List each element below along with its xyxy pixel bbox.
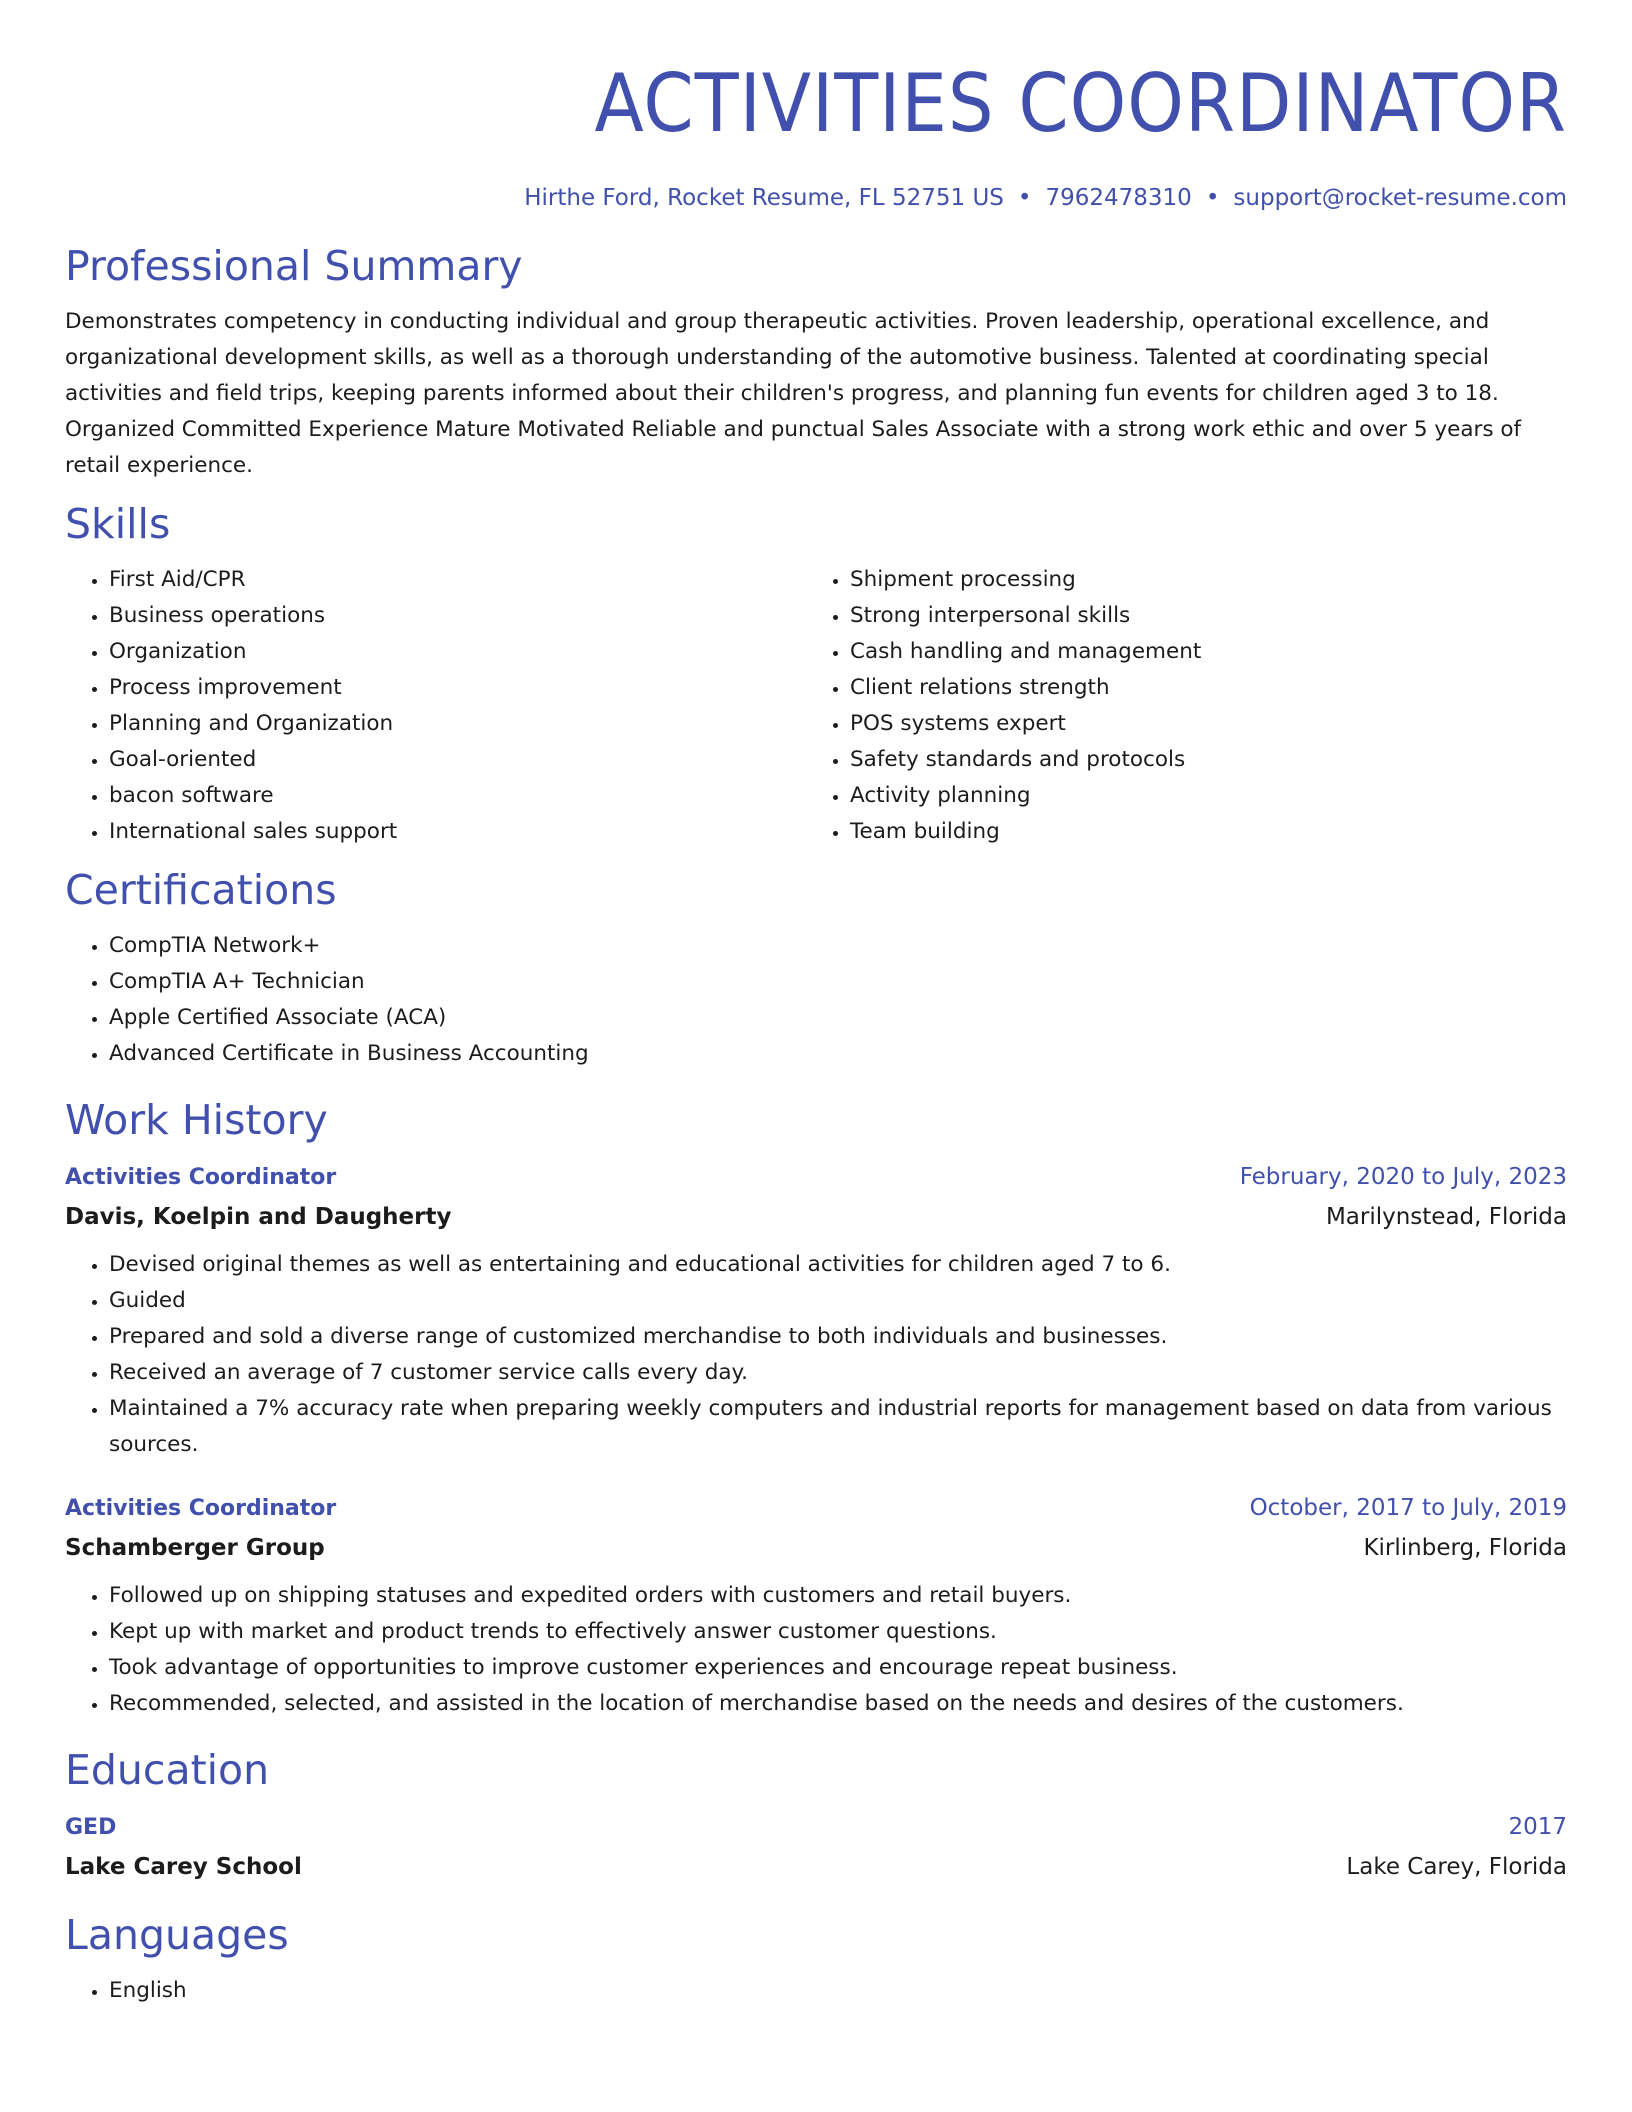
job-bullet: • Received an average of 7 customer service calls every day. — [109, 1355, 1567, 1391]
job-bullet: • Prepared and sold a diverse range of customized merchandise to both individuals and businesses. — [109, 1319, 1567, 1355]
skill-item: • Client relations strength — [850, 670, 1547, 706]
contact-phone: 7962478310 — [1045, 185, 1192, 211]
summary-text: Demonstrates competency in conducting individual and group therapeutic activities. Proven leadership, operational excellence, and organizational development skills, as well as a thorough understanding of the automotive business. Talented at coordinating special activities and field trips, keeping parents informed about their children's progress, and planning fun events for children aged 3 to 18. Organized Committed Experience Mature Motivated Reliable and punctual Sales Associate with a strong work ethic and over 5 years of retail experience. — [65, 309, 1522, 478]
education-year: 2017 — [1508, 1814, 1567, 1840]
job-header — [65, 1158, 1567, 1197]
job-dates: October, 2017 to July, 2019 — [1249, 1495, 1567, 1521]
skill-item: • Team building — [850, 814, 1547, 850]
skill-item: • Business operations — [109, 598, 806, 634]
job-bullet: • Guided — [109, 1283, 1567, 1319]
skills-column-left — [65, 562, 806, 850]
job-bullet: • Kept up with market and product trends to effectively answer customer questions. — [109, 1614, 1567, 1650]
certification-item: • CompTIA Network+ — [109, 928, 1567, 964]
skills-heading: Skills — [65, 500, 171, 548]
certification-item: • Advanced Certificate in Business Accounting — [109, 1036, 1567, 1072]
summary-heading: Professional Summary — [65, 242, 523, 290]
education-heading: Education — [65, 1746, 270, 1794]
education-school: Lake Carey School — [65, 1854, 302, 1880]
skill-item: • bacon software — [109, 778, 806, 814]
language-item: • English — [109, 1973, 1567, 2009]
contact-line — [65, 182, 1567, 214]
job-bullet: • Followed up on shipping statuses and expedited orders with customers and retail buyers. — [109, 1578, 1567, 1614]
job-entry — [65, 1158, 1567, 1463]
skills-list — [65, 562, 1567, 850]
skill-item: • Cash handling and management — [850, 634, 1547, 670]
skill-item: • International sales support — [109, 814, 806, 850]
certification-item: • Apple Certified Associate (ACA) — [109, 1000, 1567, 1036]
skill-item: • Shipment processing — [850, 562, 1547, 598]
job-entry — [65, 1489, 1567, 1722]
education-header — [65, 1808, 1567, 1847]
job-bullet: • Maintained a 7% accuracy rate when preparing weekly computers and industrial reports for management based on data from various sources. — [109, 1391, 1567, 1463]
skill-item: • Activity planning — [850, 778, 1547, 814]
job-bullet: • Took advantage of opportunities to improve customer experiences and encourage repeat business. — [109, 1650, 1567, 1686]
skill-item: • POS systems expert — [850, 706, 1547, 742]
job-bullet: • Recommended, selected, and assisted in the location of merchandise based on the needs and desires of the customers. — [109, 1686, 1567, 1722]
certifications-list — [65, 928, 1567, 1072]
education-entry — [65, 1808, 1567, 1887]
certification-item: • CompTIA A+ Technician — [109, 964, 1567, 1000]
education-subheader — [65, 1847, 1567, 1887]
languages-heading: Languages — [65, 1911, 289, 1959]
certifications-heading: Certifications — [65, 866, 337, 914]
job-title: Activities Coordinator — [65, 1496, 337, 1521]
contact-separator: • — [1017, 185, 1032, 211]
job-location: Kirlinberg, Florida — [1363, 1535, 1567, 1561]
job-title: Activities Coordinator — [65, 1165, 337, 1190]
languages-list — [65, 1973, 1567, 2009]
job-bullets — [65, 1578, 1567, 1722]
resume-title: ACTIVITIES COORDINATOR — [594, 57, 1567, 150]
job-company: Davis, Koelpin and Daugherty — [65, 1204, 452, 1230]
job-bullets — [65, 1247, 1567, 1463]
skill-item: • Safety standards and protocols — [850, 742, 1547, 778]
skills-column-right — [806, 562, 1547, 850]
job-bullet: • Devised original themes as well as entertaining and educational activities for children aged 7 to 6. — [109, 1247, 1567, 1283]
skill-item: • First Aid/CPR — [109, 562, 806, 598]
skill-item: • Process improvement — [109, 670, 806, 706]
job-header — [65, 1489, 1567, 1528]
job-subheader — [65, 1528, 1567, 1568]
contact-separator: • — [1205, 185, 1220, 211]
job-company: Schamberger Group — [65, 1535, 325, 1561]
job-subheader — [65, 1197, 1567, 1237]
skill-item: • Organization — [109, 634, 806, 670]
job-location: Marilynstead, Florida — [1325, 1204, 1567, 1230]
contact-address: Hirthe Ford, Rocket Resume, FL 52751 US — [524, 185, 1004, 211]
skill-item: • Goal-oriented — [109, 742, 806, 778]
education-location: Lake Carey, Florida — [1346, 1854, 1567, 1880]
contact-email: support@rocket-resume.com — [1233, 185, 1567, 211]
work-history-heading: Work History — [65, 1096, 328, 1144]
skill-item: • Strong interpersonal skills — [850, 598, 1547, 634]
job-dates: February, 2020 to July, 2023 — [1239, 1164, 1567, 1190]
education-degree: GED — [65, 1815, 117, 1840]
skill-item: • Planning and Organization — [109, 706, 806, 742]
